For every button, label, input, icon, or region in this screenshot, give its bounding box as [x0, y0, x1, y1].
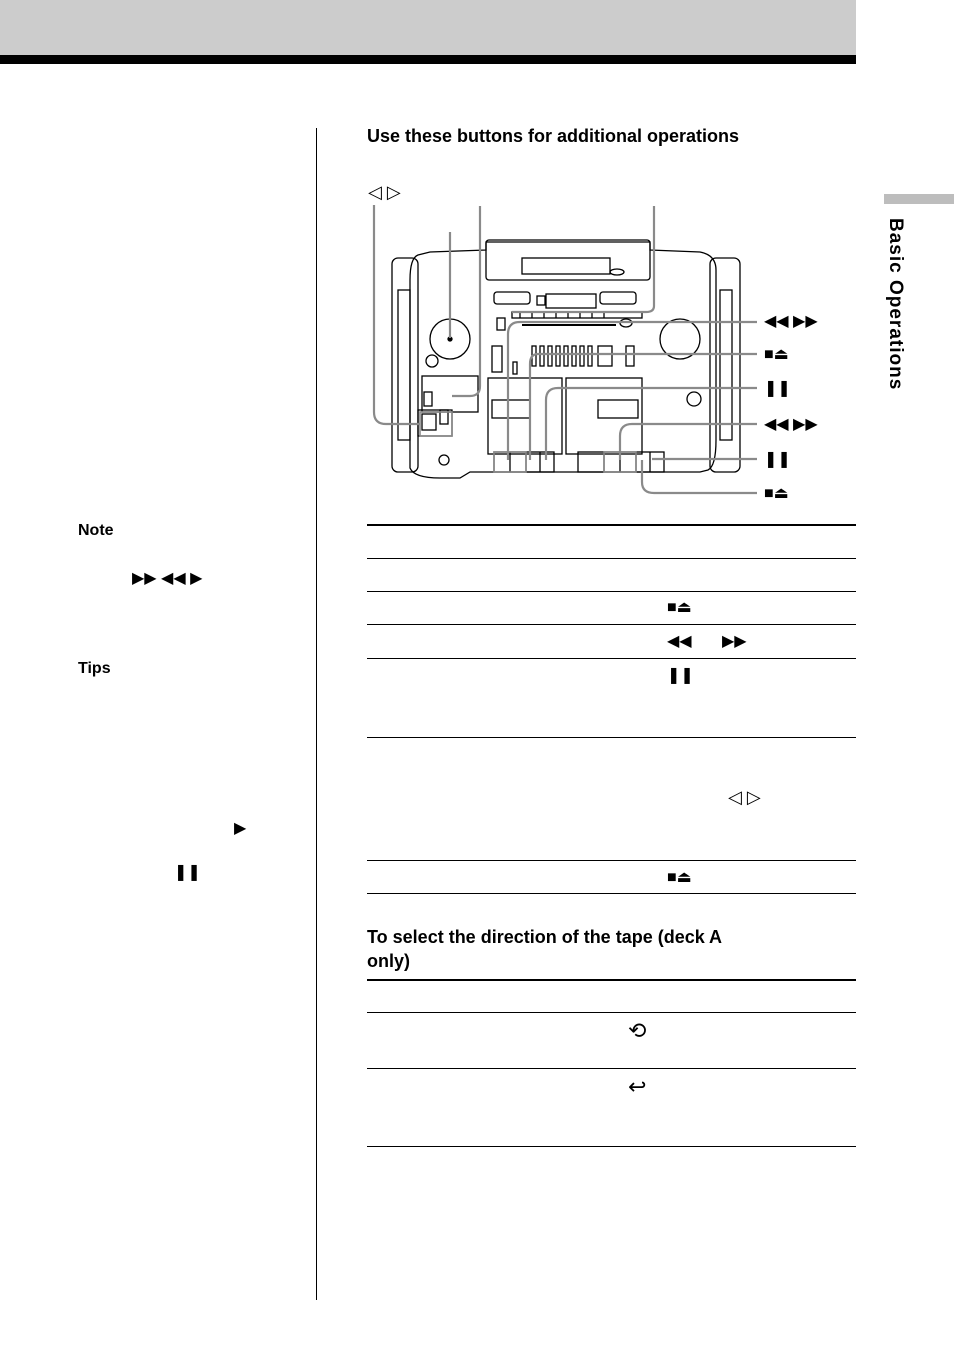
label-rew-ff-1: ◀◀ ▶▶ [764, 313, 818, 330]
section-title-line-1: To select the direction of the tape (deck A [367, 927, 723, 947]
table1-bottom-rule [367, 893, 856, 894]
label-stop-eject-1: ■⏏ [764, 346, 789, 363]
table1-rule [367, 558, 856, 559]
table1-stop-eject-symbol: ■⏏ [667, 599, 692, 616]
side-tab-title: Basic Operations [885, 218, 906, 391]
table1-rule [367, 591, 856, 592]
table2-rule [367, 1068, 856, 1069]
table1-rule [367, 737, 856, 738]
label-rew-ff-2: ◀◀ ▶▶ [764, 416, 818, 433]
table1-pause-symbol: ❚❚ [667, 667, 694, 684]
section-title-additional-operations: Use these buttons for additional operations [367, 126, 740, 146]
section-title-tape-direction [367, 925, 722, 973]
note-symbols: ▶▶ ◀◀ ▶ [132, 570, 203, 587]
one-side-return-icon: ↩ [628, 1074, 647, 1099]
label-direction: ◁ ▷ [368, 182, 401, 202]
repeat-both-sides-icon: ⟲ [628, 1018, 647, 1043]
table1-rule [367, 658, 856, 659]
table2-bottom-rule [367, 1146, 856, 1147]
section-title-line-2: only) [367, 951, 410, 971]
table1-rew-symbol: ◀◀ [667, 633, 692, 650]
label-pause-1: ❚❚ [764, 380, 791, 397]
table1-direction-symbol: ◁ ▷ [728, 787, 761, 807]
note-heading: Note [78, 522, 114, 539]
table1-rule [367, 624, 856, 625]
label-stop-eject-2: ■⏏ [764, 485, 789, 502]
table1-top-rule [367, 524, 856, 526]
table1-ff-symbol: ▶▶ [722, 633, 747, 650]
table1-rule [367, 860, 856, 861]
tips-pause-symbol: ❚❚ [174, 864, 201, 881]
label-pause-2: ❚❚ [764, 451, 791, 468]
tips-play-symbol: ▶ [234, 820, 247, 837]
table2-top-rule [367, 979, 856, 981]
tips-heading: Tips [78, 660, 111, 677]
table2-rule [367, 1012, 856, 1013]
table1-eject-symbol: ■⏏ [667, 869, 692, 886]
